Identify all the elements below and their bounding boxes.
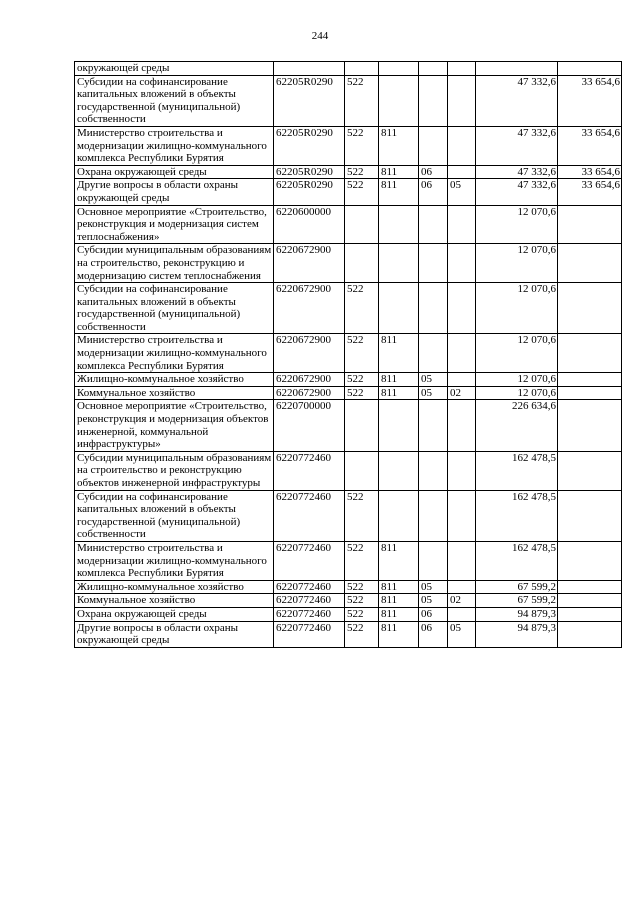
amount-year-2: 33 654,6: [558, 179, 622, 205]
ministry-code: 811: [379, 541, 419, 580]
amount-year-1: 47 332,6: [476, 126, 558, 165]
subsection-code: 02: [448, 386, 476, 400]
table-row: [75, 205, 622, 244]
expense-type-code: 522: [345, 541, 379, 580]
subsection-code: [448, 283, 476, 334]
amount-year-1: 162 478,5: [476, 490, 558, 541]
target-article-code: 6220772460: [274, 451, 345, 490]
expense-type-code: 522: [345, 126, 379, 165]
section-code: 05: [419, 386, 448, 400]
target-article-code: 6220700000: [274, 400, 345, 451]
table-row: [75, 283, 622, 334]
row-name: Коммунальное хозяйство: [75, 594, 274, 608]
amount-year-1: 12 070,6: [476, 386, 558, 400]
section-code: [419, 244, 448, 283]
amount-year-1: 12 070,6: [476, 373, 558, 387]
amount-year-2: [558, 386, 622, 400]
amount-year-1: 47 332,6: [476, 165, 558, 179]
row-name: Субсидии на софинансирование капитальных вложений в объекты государственной (муниципальной) собственности: [75, 75, 274, 126]
subsection-code: [448, 490, 476, 541]
amount-year-1: 12 070,6: [476, 244, 558, 283]
ministry-code: 811: [379, 373, 419, 387]
amount-year-2: [558, 62, 622, 76]
target-article-code: 6220672900: [274, 334, 345, 373]
subsection-code: [448, 75, 476, 126]
subsection-code: [448, 400, 476, 451]
table-row: [75, 244, 622, 283]
target-article-code: 62205R0290: [274, 179, 345, 205]
table-row: [75, 541, 622, 580]
section-code: 06: [419, 607, 448, 621]
ministry-code: [379, 283, 419, 334]
target-article-code: 6220672900: [274, 283, 345, 334]
amount-year-1: 162 478,5: [476, 451, 558, 490]
budget-table: [74, 61, 622, 648]
amount-year-1: [476, 62, 558, 76]
target-article-code: [274, 62, 345, 76]
ministry-code: [379, 400, 419, 451]
ministry-code: 811: [379, 580, 419, 594]
row-name: Другие вопросы в области охраны окружающей среды: [75, 621, 274, 647]
ministry-code: 811: [379, 607, 419, 621]
table-row: [75, 334, 622, 373]
ministry-code: 811: [379, 126, 419, 165]
target-article-code: 62205R0290: [274, 165, 345, 179]
section-code: [419, 451, 448, 490]
expense-type-code: 522: [345, 179, 379, 205]
amount-year-2: [558, 621, 622, 647]
expense-type-code: 522: [345, 75, 379, 126]
section-code: [419, 283, 448, 334]
amount-year-2: 33 654,6: [558, 75, 622, 126]
target-article-code: 6220772460: [274, 541, 345, 580]
target-article-code: 6220772460: [274, 490, 345, 541]
amount-year-2: 33 654,6: [558, 165, 622, 179]
ministry-code: [379, 490, 419, 541]
amount-year-1: 162 478,5: [476, 541, 558, 580]
row-name: Жилищно-коммунальное хозяйство: [75, 373, 274, 387]
subsection-code: [448, 126, 476, 165]
table-row: [75, 490, 622, 541]
table-row: [75, 75, 622, 126]
subsection-code: [448, 165, 476, 179]
amount-year-2: [558, 400, 622, 451]
row-name: Жилищно-коммунальное хозяйство: [75, 580, 274, 594]
target-article-code: 6220772460: [274, 621, 345, 647]
amount-year-1: 12 070,6: [476, 283, 558, 334]
expense-type-code: 522: [345, 373, 379, 387]
subsection-code: 05: [448, 179, 476, 205]
target-article-code: 62205R0290: [274, 75, 345, 126]
row-name: Министерство строительства и модернизации жилищно-коммунального комплекса Республики Бурятия: [75, 126, 274, 165]
row-name: Субсидии муниципальным образованиям на строительство и реконструкцию объектов инженерной инфраструктуры: [75, 451, 274, 490]
amount-year-1: 47 332,6: [476, 179, 558, 205]
ministry-code: [379, 62, 419, 76]
subsection-code: [448, 580, 476, 594]
expense-type-code: 522: [345, 165, 379, 179]
subsection-code: [448, 607, 476, 621]
amount-year-2: [558, 607, 622, 621]
table-row: [75, 451, 622, 490]
row-name: Охрана окружающей среды: [75, 165, 274, 179]
row-name: Охрана окружающей среды: [75, 607, 274, 621]
ministry-code: [379, 451, 419, 490]
section-code: [419, 490, 448, 541]
target-article-code: 6220772460: [274, 607, 345, 621]
expense-type-code: 522: [345, 594, 379, 608]
amount-year-1: 226 634,6: [476, 400, 558, 451]
row-name: Министерство строительства и модернизации жилищно-коммунального комплекса Республики Бурятия: [75, 334, 274, 373]
subsection-code: [448, 62, 476, 76]
ministry-code: 811: [379, 621, 419, 647]
section-code: [419, 400, 448, 451]
amount-year-2: [558, 594, 622, 608]
amount-year-2: [558, 373, 622, 387]
target-article-code: 6220672900: [274, 373, 345, 387]
expense-type-code: 522: [345, 334, 379, 373]
expense-type-code: [345, 62, 379, 76]
section-code: [419, 75, 448, 126]
expense-type-code: [345, 244, 379, 283]
subsection-code: [448, 244, 476, 283]
expense-type-code: [345, 451, 379, 490]
row-name: окружающей среды: [75, 62, 274, 76]
ministry-code: 811: [379, 386, 419, 400]
subsection-code: [448, 451, 476, 490]
table-row: [75, 126, 622, 165]
section-code: [419, 62, 448, 76]
expense-type-code: 522: [345, 607, 379, 621]
section-code: 05: [419, 594, 448, 608]
table-row: [75, 62, 622, 76]
budget-table-body: [75, 62, 622, 648]
row-name: Субсидии на софинансирование капитальных вложений в объекты государственной (муниципальной) собственности: [75, 283, 274, 334]
amount-year-2: [558, 451, 622, 490]
target-article-code: 6220772460: [274, 594, 345, 608]
expense-type-code: 522: [345, 283, 379, 334]
table-row: [75, 165, 622, 179]
section-code: 06: [419, 179, 448, 205]
ministry-code: [379, 205, 419, 244]
amount-year-2: [558, 541, 622, 580]
target-article-code: 6220672900: [274, 386, 345, 400]
table-row: [75, 594, 622, 608]
ministry-code: 811: [379, 594, 419, 608]
target-article-code: 62205R0290: [274, 126, 345, 165]
amount-year-1: 94 879,3: [476, 621, 558, 647]
ministry-code: [379, 244, 419, 283]
table-row: [75, 607, 622, 621]
table-row: [75, 179, 622, 205]
table-row: [75, 400, 622, 451]
amount-year-1: 67 599,2: [476, 594, 558, 608]
section-code: 05: [419, 373, 448, 387]
table-row: [75, 580, 622, 594]
section-code: 06: [419, 621, 448, 647]
section-code: [419, 126, 448, 165]
target-article-code: 6220672900: [274, 244, 345, 283]
expense-type-code: 522: [345, 621, 379, 647]
subsection-code: [448, 373, 476, 387]
subsection-code: [448, 541, 476, 580]
section-code: [419, 334, 448, 373]
row-name: Министерство строительства и модернизации жилищно-коммунального комплекса Республики Бурятия: [75, 541, 274, 580]
section-code: [419, 541, 448, 580]
amount-year-1: 94 879,3: [476, 607, 558, 621]
amount-year-2: [558, 283, 622, 334]
ministry-code: [379, 75, 419, 126]
row-name: Субсидии на софинансирование капитальных вложений в объекты государственной (муниципальной) собственности: [75, 490, 274, 541]
subsection-code: 02: [448, 594, 476, 608]
amount-year-2: [558, 490, 622, 541]
row-name: Основное мероприятие «Строительство, реконструкция и модернизация объектов инженерной, коммунальной инфраструктуры»: [75, 400, 274, 451]
amount-year-2: [558, 580, 622, 594]
row-name: Субсидии муниципальным образованиям на строительство, реконструкцию и модернизацию систем теплоснабжения: [75, 244, 274, 283]
ministry-code: 811: [379, 165, 419, 179]
page-number: 244: [311, 30, 329, 42]
table-row: [75, 373, 622, 387]
subsection-code: [448, 205, 476, 244]
row-name: Коммунальное хозяйство: [75, 386, 274, 400]
ministry-code: 811: [379, 179, 419, 205]
row-name: Основное мероприятие «Строительство, реконструкция и модернизация систем теплоснабжения»: [75, 205, 274, 244]
amount-year-2: [558, 334, 622, 373]
target-article-code: 6220772460: [274, 580, 345, 594]
expense-type-code: 522: [345, 386, 379, 400]
amount-year-1: 12 070,6: [476, 334, 558, 373]
subsection-code: [448, 334, 476, 373]
expense-type-code: 522: [345, 580, 379, 594]
target-article-code: 6220600000: [274, 205, 345, 244]
amount-year-2: [558, 205, 622, 244]
amount-year-2: [558, 244, 622, 283]
amount-year-2: 33 654,6: [558, 126, 622, 165]
section-code: 05: [419, 580, 448, 594]
table-row: [75, 621, 622, 647]
table-row: [75, 386, 622, 400]
ministry-code: 811: [379, 334, 419, 373]
row-name: Другие вопросы в области охраны окружающей среды: [75, 179, 274, 205]
subsection-code: 05: [448, 621, 476, 647]
expense-type-code: [345, 205, 379, 244]
amount-year-1: 67 599,2: [476, 580, 558, 594]
expense-type-code: [345, 400, 379, 451]
expense-type-code: 522: [345, 490, 379, 541]
section-code: [419, 205, 448, 244]
section-code: 06: [419, 165, 448, 179]
amount-year-1: 47 332,6: [476, 75, 558, 126]
amount-year-1: 12 070,6: [476, 205, 558, 244]
